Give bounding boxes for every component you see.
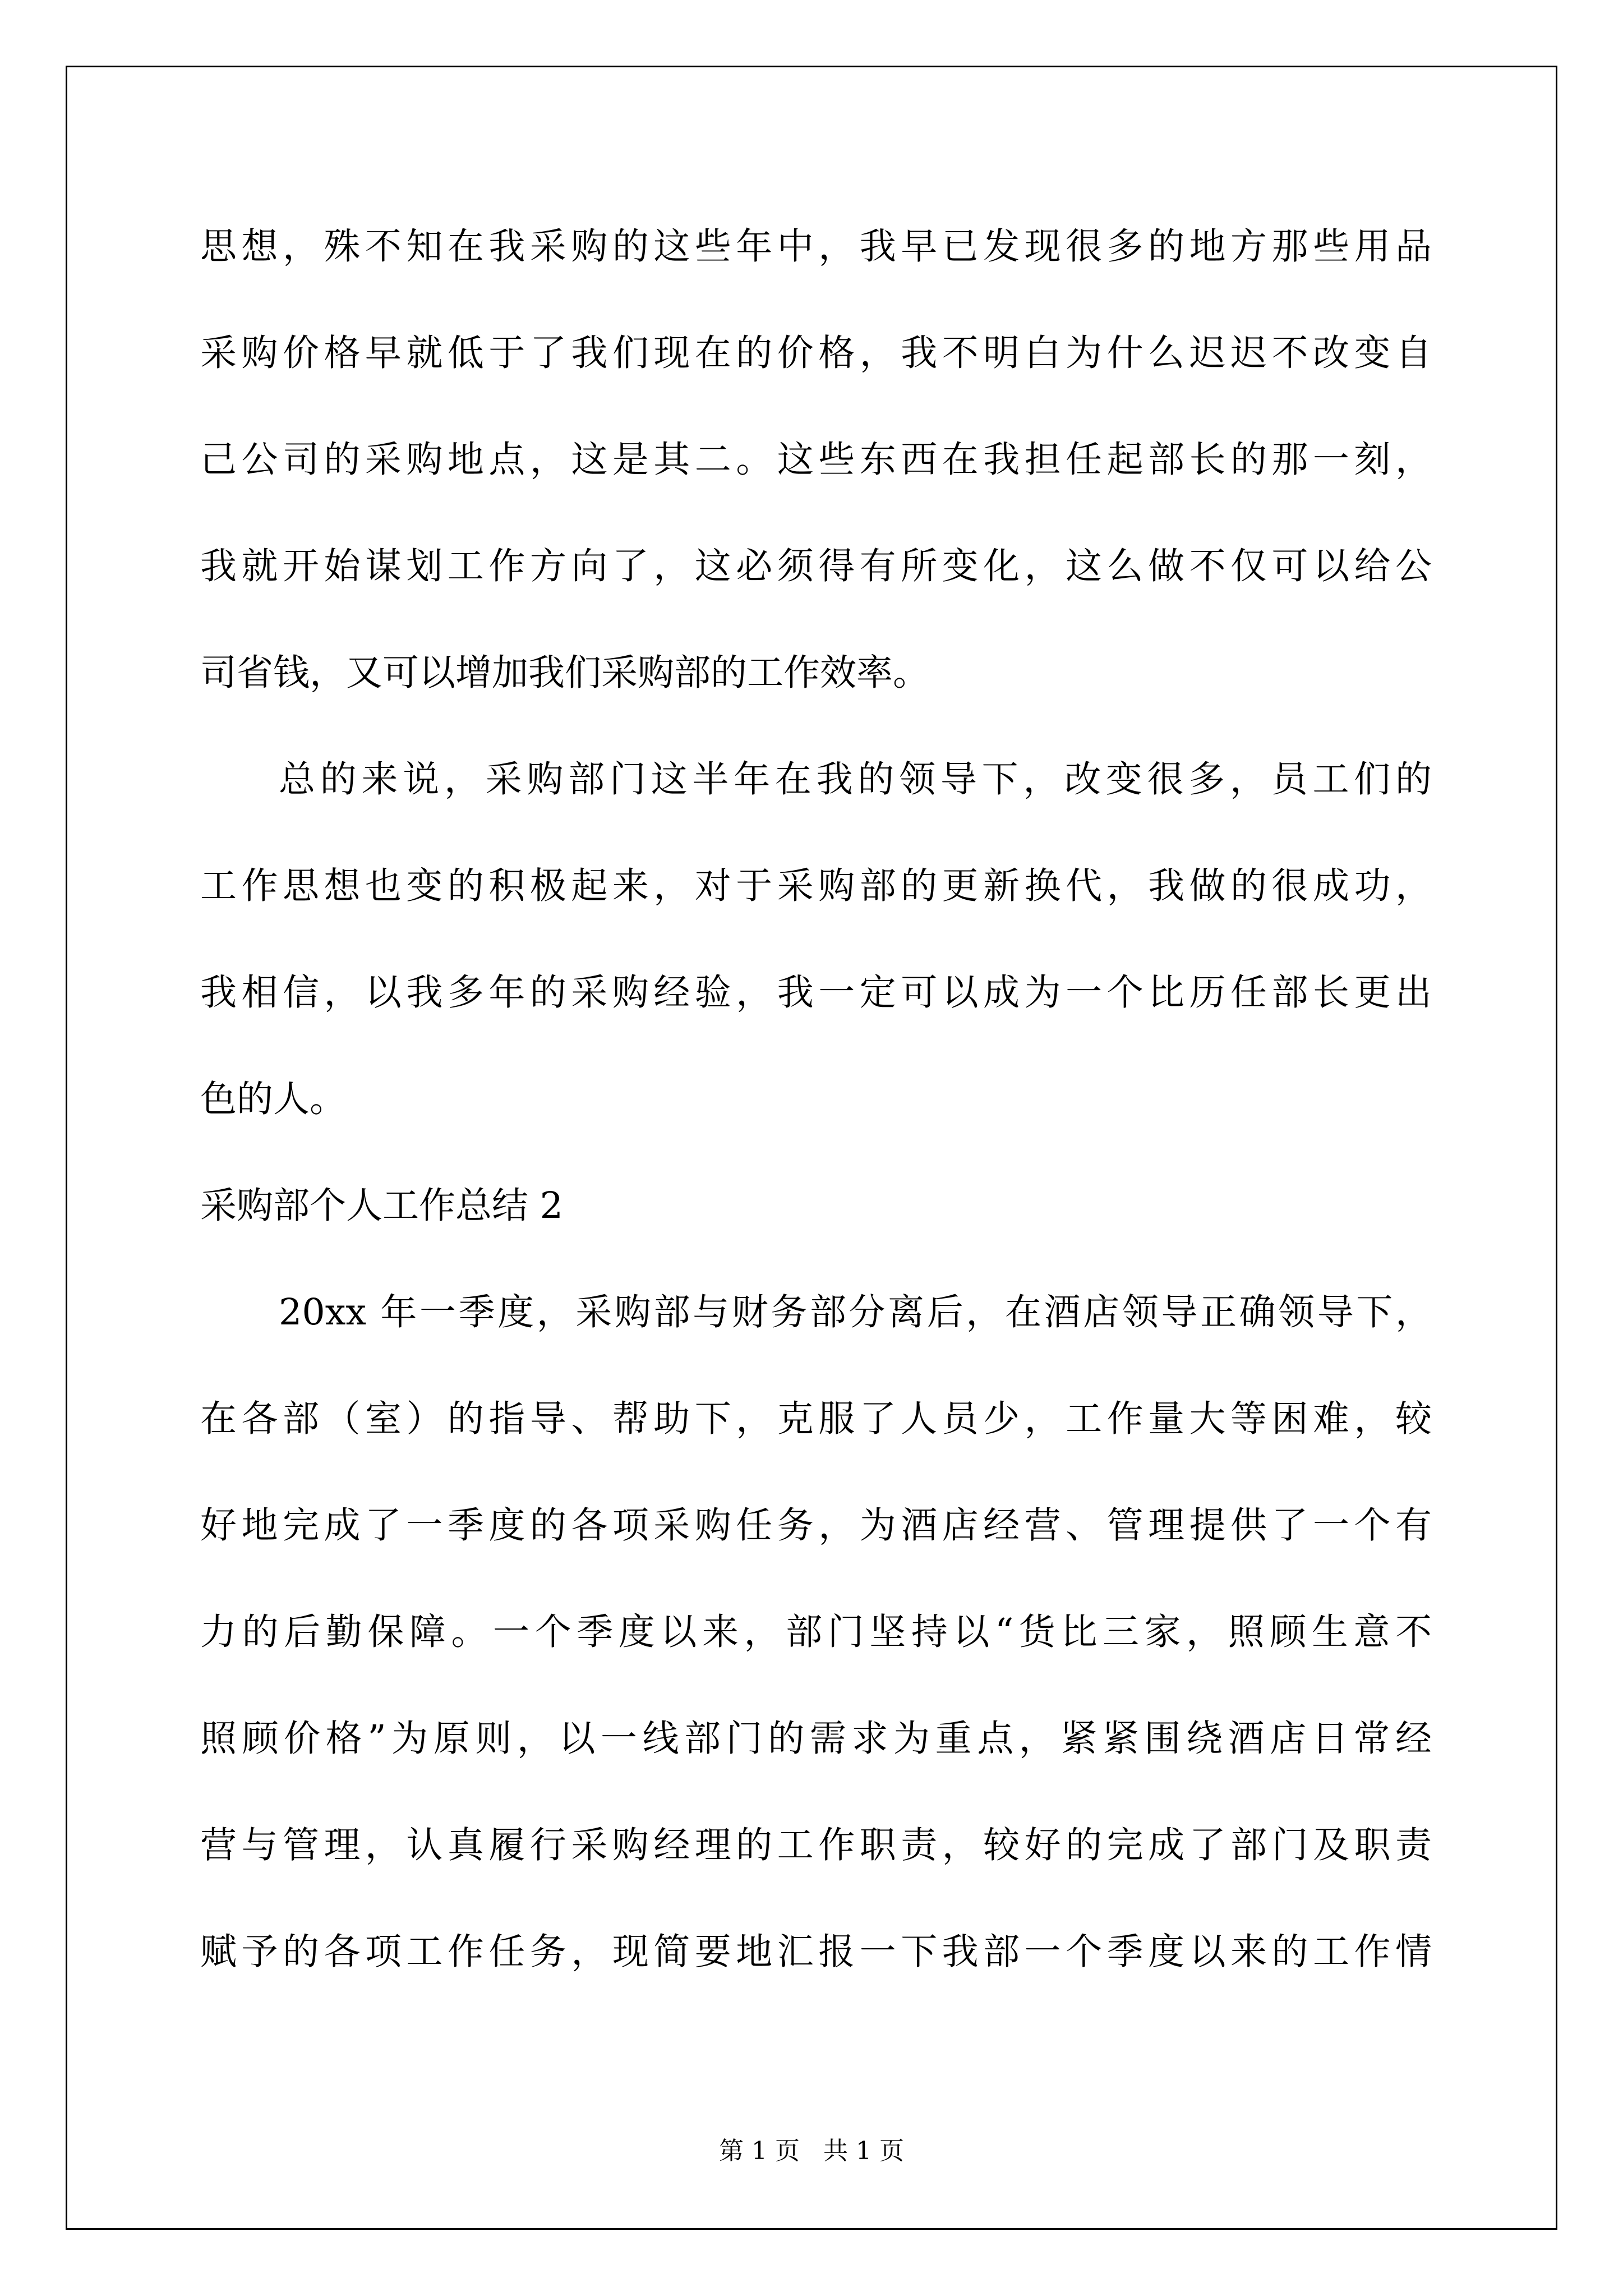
text-line: 采购价格早就低于了我们现在的价格，我不明白为什么迟迟不改变自 (200, 332, 1432, 374)
text-line: 好地完成了一季度的各项采购任务，为酒店经营、管理提供了一个有 (200, 1504, 1432, 1547)
text-line: 营与管理，认真履行采购经理的工作职责，较好的完成了部门及职责 (200, 1824, 1432, 1866)
text-line: 在各部（室）的指导、帮助下，克服了人员少，工作量大等困难，较 (200, 1398, 1432, 1440)
text-line: 色的人。 (200, 1078, 347, 1120)
page-footer (0, 2134, 1623, 2168)
text-line: 司省钱，又可以增加我们采购部的工作效率。 (200, 652, 930, 694)
text-line: 力的后勤保障。一个季度以来，部门坚持以“货比三家，照顾生意不 (200, 1611, 1432, 1653)
text-line: 总的来说，采购部门这半年在我的领导下，改变很多，员工们的 (279, 758, 1432, 800)
text-line: 工作思想也变的积极起来，对于采购部的更新换代，我做的很成功， (200, 865, 1432, 907)
page-number: 第 1 页 (719, 2137, 800, 2165)
document-body (200, 216, 1432, 2028)
text-line: 己公司的采购地点，这是其二。这些东西在我担任起部长的那一刻， (200, 439, 1432, 481)
text-line: 20xx 年一季度，采购部与财务部分离后，在酒店领导正确领导下， (279, 1291, 1432, 1333)
text-line: 我就开始谋划工作方向了，这必须得有所变化，这么做不仅可以给公 (200, 545, 1432, 587)
text-line: 思想，殊不知在我采购的这些年中，我早已发现很多的地方那些用品 (200, 226, 1432, 268)
text-line: 赋予的各项工作任务，现简要地汇报一下我部一个季度以来的工作情 (200, 1931, 1432, 1973)
text-line: 我相信，以我多年的采购经验，我一定可以成为一个比历任部长更出 (200, 972, 1432, 1014)
text-line: 照顾价格”为原则，以一线部门的需求为重点，紧紧围绕酒店日常经 (200, 1718, 1432, 1760)
page-total: 共 1 页 (823, 2137, 904, 2165)
section-heading: 采购部个人工作总结 2 (200, 1185, 564, 1227)
